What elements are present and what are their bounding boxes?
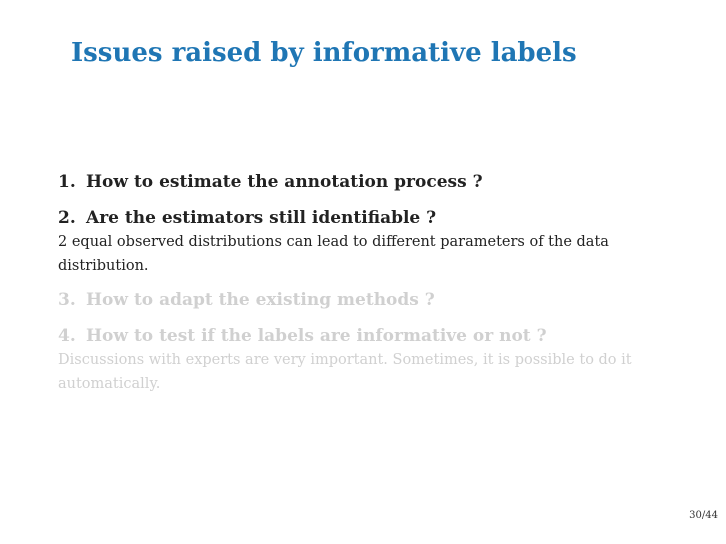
item-heading-text: Are the estimators still identifiable ?: [86, 208, 437, 228]
list-item-4: [58, 322, 688, 396]
item-body: 2 equal observed distributions can lead to different parameters of the data distribution.: [58, 234, 609, 274]
item-heading-text: How to estimate the annotation process ?: [86, 172, 483, 192]
list-item-3: [58, 286, 688, 314]
item-heading: [58, 322, 688, 350]
item-number: 1.: [58, 172, 76, 192]
slide-title: Issues raised by informative labels: [71, 38, 577, 68]
item-number: 2.: [58, 208, 76, 228]
page-number: 30/44: [689, 510, 718, 521]
item-heading: [58, 168, 688, 196]
item-number: 3.: [58, 290, 76, 310]
item-number: 4.: [58, 326, 76, 346]
issue-list: [58, 168, 688, 404]
item-heading: [58, 286, 688, 314]
item-heading: [58, 204, 688, 232]
list-item-1: [58, 168, 688, 196]
item-heading-text: How to test if the labels are informative or not ?: [86, 326, 547, 346]
item-body: Discussions with experts are very important. Sometimes, it is possible to do it automatically.: [58, 352, 632, 392]
item-heading-text: How to adapt the existing methods ?: [86, 290, 435, 310]
list-item-2: [58, 204, 688, 278]
